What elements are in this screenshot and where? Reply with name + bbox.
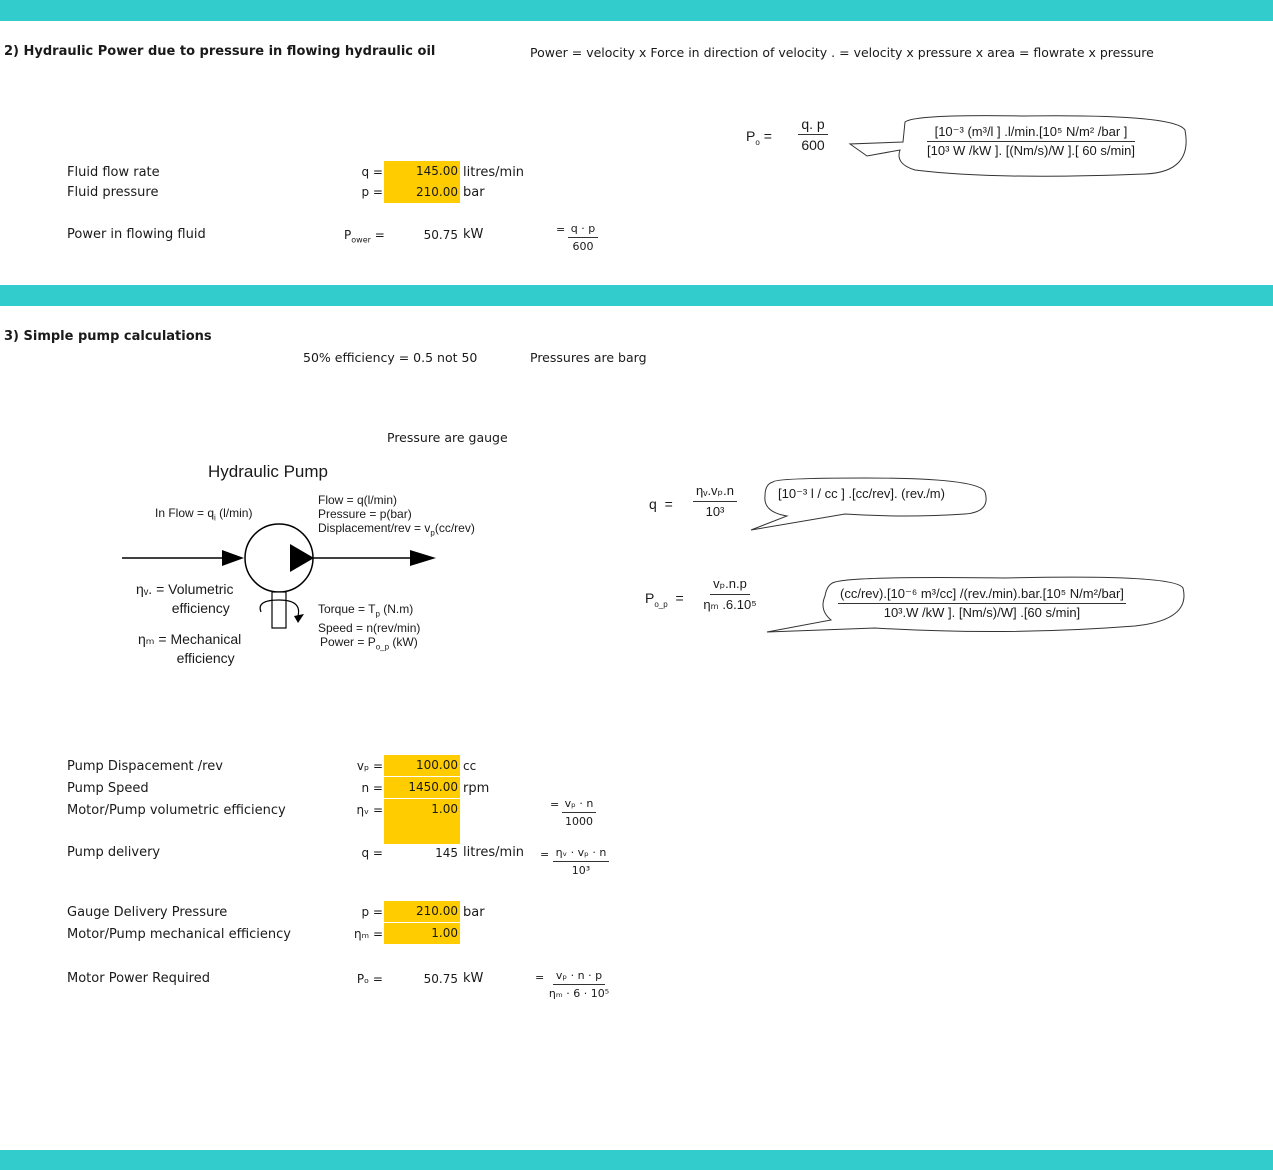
pump-delivery-label: Pump delivery	[67, 845, 161, 860]
po-formula-lhs: $P_o$ =	[746, 128, 772, 147]
gauge-delivery-pressure-symbol: p =	[361, 905, 383, 919]
fluid-flow-rate-input[interactable]: 145.00	[384, 161, 460, 182]
pump-delivery-symbol: q =	[361, 846, 383, 860]
motor-power-unit: kW	[463, 971, 484, 986]
pump-displacement-symbol: vₚ =	[356, 759, 383, 773]
middle-band	[0, 285, 1273, 306]
bottom-band	[0, 1150, 1273, 1170]
section3-title: 3) Simple pump calculations	[4, 329, 212, 344]
power-symbol: $P_{ower}$ =	[344, 228, 385, 245]
pump-speed-unit: rpm	[463, 781, 490, 796]
motor-power-value: 50.75	[423, 972, 458, 986]
section2-title: 2) Hydraulic Power due to pressure in flowing hydraulic oil	[4, 44, 436, 59]
mechanical-efficiency-input[interactable]: 1.00	[384, 923, 460, 944]
fluid-flow-rate-symbol: q =	[361, 165, 383, 179]
q-units-bubble-outline	[745, 474, 995, 536]
q-formula-lhs: q =	[649, 496, 673, 512]
power-formula-eq: =	[556, 223, 566, 236]
pump-speed-label: Pump Speed	[67, 781, 149, 796]
mechanical-efficiency-symbol: ηₘ =	[354, 927, 383, 941]
volumetric-efficiency-row-label: Motor/Pump volumetric efficiency	[67, 803, 286, 818]
motor-power-symbol: Pₒ =	[356, 972, 383, 986]
speed-label: Speed = n(rev/min)	[318, 621, 421, 636]
fluid-pressure-unit: bar	[463, 185, 485, 200]
motor-power-formula-eq: =	[535, 971, 545, 984]
pressure-label: Pressure = p(bar)	[318, 507, 412, 521]
volumetric-efficiency-label: ηᵥ. = Volumetric efficiency	[136, 581, 234, 616]
fluid-pressure-symbol: p =	[361, 185, 383, 199]
gauge-delivery-pressure-label: Gauge Delivery Pressure	[67, 905, 228, 920]
mechanical-efficiency-row-label: Motor/Pump mechanical efficiency	[67, 927, 291, 942]
po-formula-fraction: $\frac{q. p}{600}$	[790, 116, 836, 153]
gauge-delivery-pressure-unit: bar	[463, 905, 485, 920]
delivery-formula-eq: =	[540, 848, 550, 861]
motor-power-formula-fraction: $\frac{\text{vₚ · n · p}}{\text{ηₘ · 6 · 10⁵}}$	[548, 969, 610, 1000]
pop-formula-lhs: $P_{o\_p}$ =	[645, 590, 684, 609]
inflow-label: In Flow = $q_i$ (l/min)	[155, 506, 253, 523]
pop-units-line2: 10³.W /kW ]. [Nm/s)/W] .[60 s/min]	[883, 605, 1081, 620]
torque-label: Torque = $T_p$ (N.m)	[318, 602, 414, 619]
power-flowing-fluid-label: Power in flowing fluid	[67, 227, 206, 242]
pop-units-bubble	[838, 586, 1126, 620]
q-formula-fraction: $\frac{\text{ηᵥ.vₚ.n}}{\text{10³}}$	[684, 483, 746, 519]
po-units-line1: [10⁻³ (m³/l ] .l/min.[10⁵ N/m² /bar ]	[927, 124, 1135, 142]
fluid-flow-rate-unit: litres/min	[463, 165, 525, 180]
pump-diagram-title: Hydraulic Pump	[208, 462, 328, 481]
delivery-formula-fraction: $\frac{\text{ηᵥ · vₚ · n}}{\text{10³}}$	[552, 846, 610, 877]
pop-formula-fraction: $\frac{\text{vₚ.n.p}}{\text{ηₘ .6.10⁵}}$	[703, 576, 757, 612]
top-band	[0, 0, 1273, 21]
pump-speed-input[interactable]: 1450.00	[384, 777, 460, 798]
motor-power-required-label: Motor Power Required	[67, 971, 210, 986]
vn-formula-fraction: $\frac{\text{vₚ · n}}{1000}$	[560, 797, 598, 828]
po-units-line2: [10³ W /kW ]. [(Nm/s)/W ].[ 60 s/min]	[927, 143, 1136, 158]
efficiency-note: 50% efficiency = 0.5 not 50	[303, 350, 478, 365]
pressure-barg-note: Pressures are barg	[530, 350, 647, 365]
pump-speed-symbol: n =	[361, 781, 383, 795]
section2-description: Power = velocity x Force in direction of velocity . = velocity x pressure x area = flowrate x pressure	[530, 45, 1154, 60]
mechanical-efficiency-label: ηₘ = Mechanical efficiency	[138, 631, 242, 666]
pop-units-line1: (cc/rev).[10⁻⁶ m³/cc] /(rev./min).bar.[10⁵ N/m²/bar]	[838, 586, 1126, 604]
pump-delivery-unit: litres/min	[463, 845, 525, 860]
shaft-labels	[318, 602, 420, 655]
fluid-flow-rate-label: Fluid flow rate	[67, 165, 160, 180]
po-units-bubble	[927, 124, 1135, 158]
displacement-label: Displacement/rev = $v_p(cc/rev)$	[318, 521, 475, 538]
flow-label: Flow = q(l/min)	[318, 493, 398, 507]
pump-displacement-label: Pump Dispacement /rev	[67, 759, 223, 774]
power-formula-fraction: $\frac{q \cdot p}{600}$	[565, 222, 601, 253]
pump-displacement-input[interactable]: 100.00	[384, 755, 460, 776]
pressure-gauge-note: Pressure are gauge	[387, 430, 508, 445]
vn-formula-eq: =	[550, 798, 560, 811]
fluid-pressure-label: Fluid pressure	[67, 185, 159, 200]
gauge-delivery-pressure-input[interactable]: 210.00	[384, 901, 460, 922]
q-units-bubble: [10⁻³ l / cc ] .[cc/rev]. (rev./m)	[778, 486, 945, 501]
fluid-pressure-input[interactable]: 210.00	[384, 182, 460, 203]
volumetric-efficiency-input[interactable]: 1.00	[384, 799, 460, 844]
power-flowing-fluid-value: 50.75	[423, 228, 458, 242]
power-flowing-fluid-unit: kW	[463, 227, 484, 242]
pump-delivery-value: 145	[435, 846, 458, 860]
volumetric-efficiency-symbol: ηᵥ =	[356, 803, 383, 817]
pump-displacement-unit: cc	[463, 759, 477, 773]
shaft-power-label: Power = $P_{o\_p}$ (kW)	[320, 635, 418, 652]
